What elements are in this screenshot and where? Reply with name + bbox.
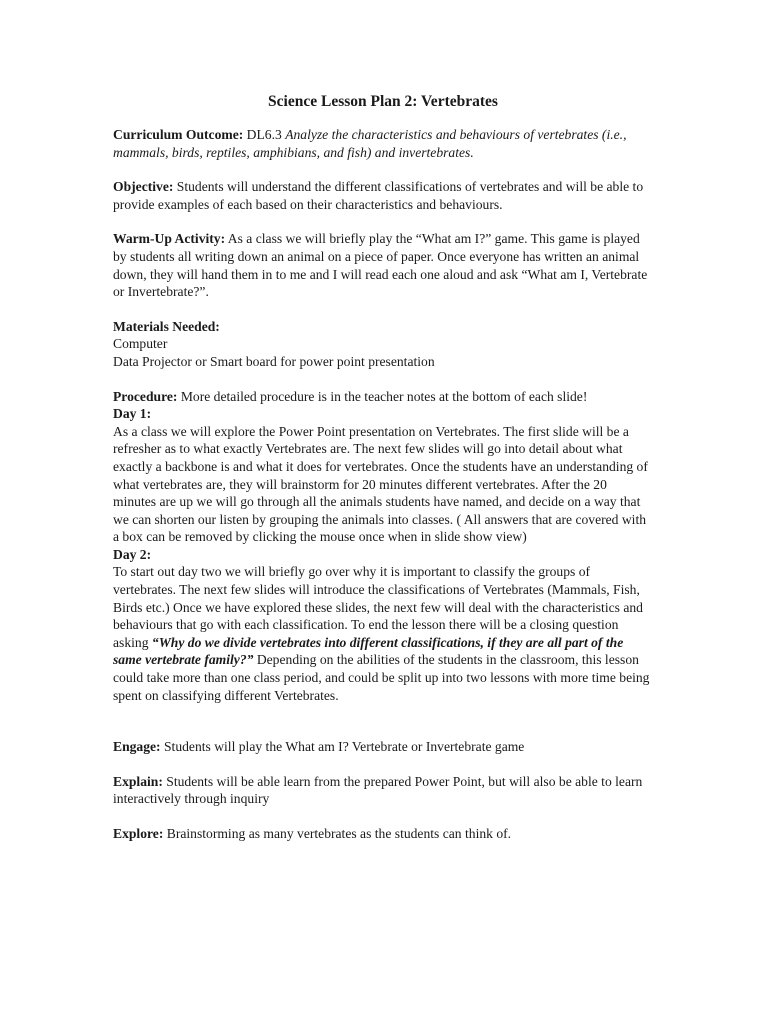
objective-label: Objective: [113, 179, 174, 195]
document-page [113, 92, 653, 860]
day-1-label: Day 1: [113, 406, 152, 422]
procedure-day-1 [113, 405, 653, 546]
materials-item: Computer [113, 336, 168, 352]
day-2-label: Day 2: [113, 546, 152, 562]
curriculum-outcome [113, 126, 653, 161]
page-title: Science Lesson Plan 2: Vertebrates [268, 93, 498, 110]
materials-needed [113, 318, 653, 371]
explain-text: Students will be able learn from the prepared Power Point, but will also be able to learn interactively through inquiry [113, 773, 643, 807]
warmup-activity [113, 230, 653, 300]
materials-item: Data Projector or Smart board for power point presentation [113, 353, 435, 369]
explain-label: Explain: [113, 773, 163, 789]
procedure-day-2 [113, 546, 653, 704]
objective [113, 178, 653, 213]
day-2-text: To start out day two we will briefly go over why it is important to classify the groups of vertebrates. The next few slides will introduce the classifications of Vertebrates (Mammals, Fish, Birds etc.) Once we have explored these slides, the next few will deal with the characteristics and behaviours that go with each classification. To end the lesson there will be a closing question asking [113, 564, 643, 650]
warmup-text: As a class we will briefly play the “What am I?” game. This game is played by students all writing down an animal on a piece of paper. Once everyone has written an animal down, they will hand them in to me and I will read each one aloud and ask “What am I, Vertebrate or Invertebrate?”. [113, 231, 648, 300]
explore [113, 825, 653, 843]
objective-text: Students will understand the different classifications of vertebrates and will be able to provide examples of each based on their characteristics and behaviours. [113, 179, 644, 212]
engage-text: Students will play the What am I? Vertebrate or Invertebrate game [163, 739, 525, 755]
day-1-text: As a class we will explore the Power Point presentation on Vertebrates. The first slide will be a refresher as to what exactly Vertebrates are. The next few slides will go into detail about what exactly a backbone is and what it does for vertebrates. Once the students have an understanding of what vertebrates are, they will brainstorm for 20 minutes different vertebrates. After the 20 minutes are up we will go through all the animals students have named, and decide on a way that we can shorten our listen by grouping the animals into classes. ( All answers that are covered with a box can be removed by clicking the mouse once when in slide show view) [113, 423, 648, 545]
engage [113, 738, 653, 756]
engage-label: Engage: [113, 739, 161, 755]
procedure-label: Procedure: [113, 388, 178, 404]
explain [113, 773, 653, 808]
curriculum-code: DL6.3 [246, 127, 282, 142]
curriculum-text: Analyze the characteristics and behaviours of vertebrates (i.e., mammals, birds, reptiles, amphibians, and fish) and invertebrates. [113, 127, 627, 160]
procedure-text: More detailed procedure is in the teacher notes at the bottom of each slide! [180, 388, 588, 404]
explore-text: Brainstorming as many vertebrates as the students can think of. [166, 826, 512, 841]
day-2-text-continued: Depending on the abilities of the students in the classroom, this lesson could take more than one class period, and could be split up into two lessons with more time being spent on classifying different Vertebrates. [113, 652, 650, 703]
closing-question: “Why do we divide vertebrates into different classifications, if they are all part of the same vertebrate family?” [113, 634, 624, 668]
curriculum-label: Curriculum Outcome: [113, 127, 244, 142]
procedure [113, 388, 653, 406]
materials-label: Materials Needed: [113, 318, 220, 334]
explore-label: Explore: [113, 826, 164, 841]
warmup-label: Warm-Up Activity: [113, 231, 226, 247]
